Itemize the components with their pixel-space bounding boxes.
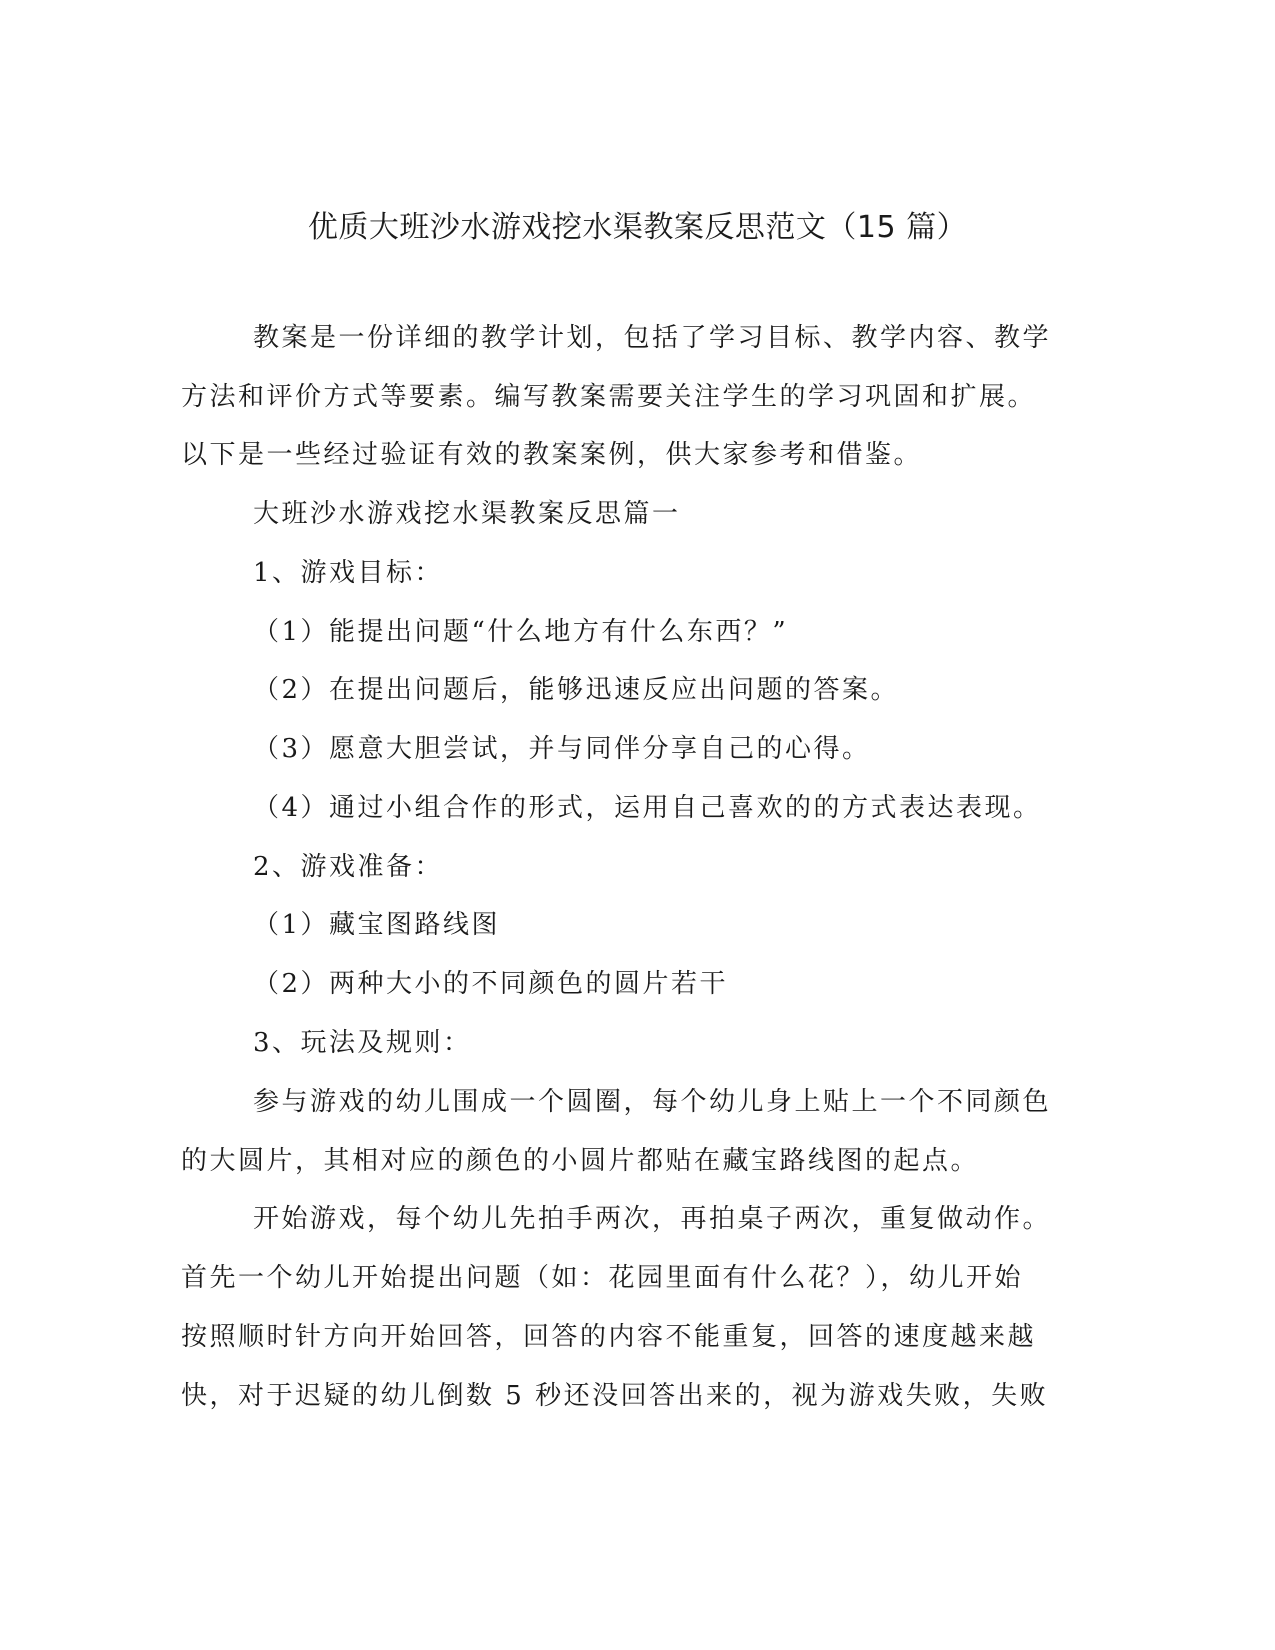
section-heading: 大班沙水游戏挖水渠教案反思篇一	[253, 499, 681, 529]
play-line-1: 开始游戏，每个幼儿先拍手两次，再拍桌子两次，重复做动作。	[253, 1204, 1052, 1234]
intro-line-3: 以下是一些经过验证有效的教案案例，供大家参考和借鉴。	[181, 440, 923, 470]
play-line-4: 快，对于迟疑的幼儿倒数 5 秒还没回答出来的，视为游戏失败，失败	[181, 1381, 1049, 1411]
rules-line-2: 的大圆片，其相对应的颜色的小圆片都贴在藏宝路线图的起点。	[181, 1146, 980, 1176]
goal-item-2: （2）在提出问题后，能够迅速反应出问题的答案。	[253, 675, 900, 705]
goal-item-3: （3）愿意大胆尝试，并与同伴分享自己的心得。	[253, 734, 871, 764]
play-line-3: 按照顺时针方向开始回答，回答的内容不能重复，回答的速度越来越	[181, 1322, 1037, 1352]
intro-line-2: 方法和评价方式等要素。编写教案需要关注学生的学习巩固和扩展。	[181, 382, 1037, 412]
prep-item-2: （2）两种大小的不同颜色的圆片若干	[253, 969, 729, 999]
item-heading-prep: 2、游戏准备：	[253, 852, 444, 882]
item-heading-goals: 1、游戏目标：	[253, 558, 444, 588]
goal-item-4: （4）通过小组合作的形式，运用自己喜欢的的方式表达表现。	[253, 793, 1042, 823]
document-title: 优质大班沙水游戏挖水渠教案反思范文（15 篇）	[307, 210, 968, 245]
play-line-2: 首先一个幼儿开始提出问题（如：花园里面有什么花？），幼儿开始	[181, 1263, 1024, 1293]
intro-line-1: 教案是一份详细的教学计划，包括了学习目标、教学内容、教学	[253, 323, 1052, 353]
goal-item-1: （1）能提出问题“什么地方有什么东西？”	[253, 617, 789, 647]
prep-item-1: （1）藏宝图路线图	[253, 910, 501, 940]
rules-line-1: 参与游戏的幼儿围成一个圆圈，每个幼儿身上贴上一个不同颜色	[253, 1087, 1052, 1117]
item-heading-rules: 3、玩法及规则：	[253, 1028, 472, 1058]
